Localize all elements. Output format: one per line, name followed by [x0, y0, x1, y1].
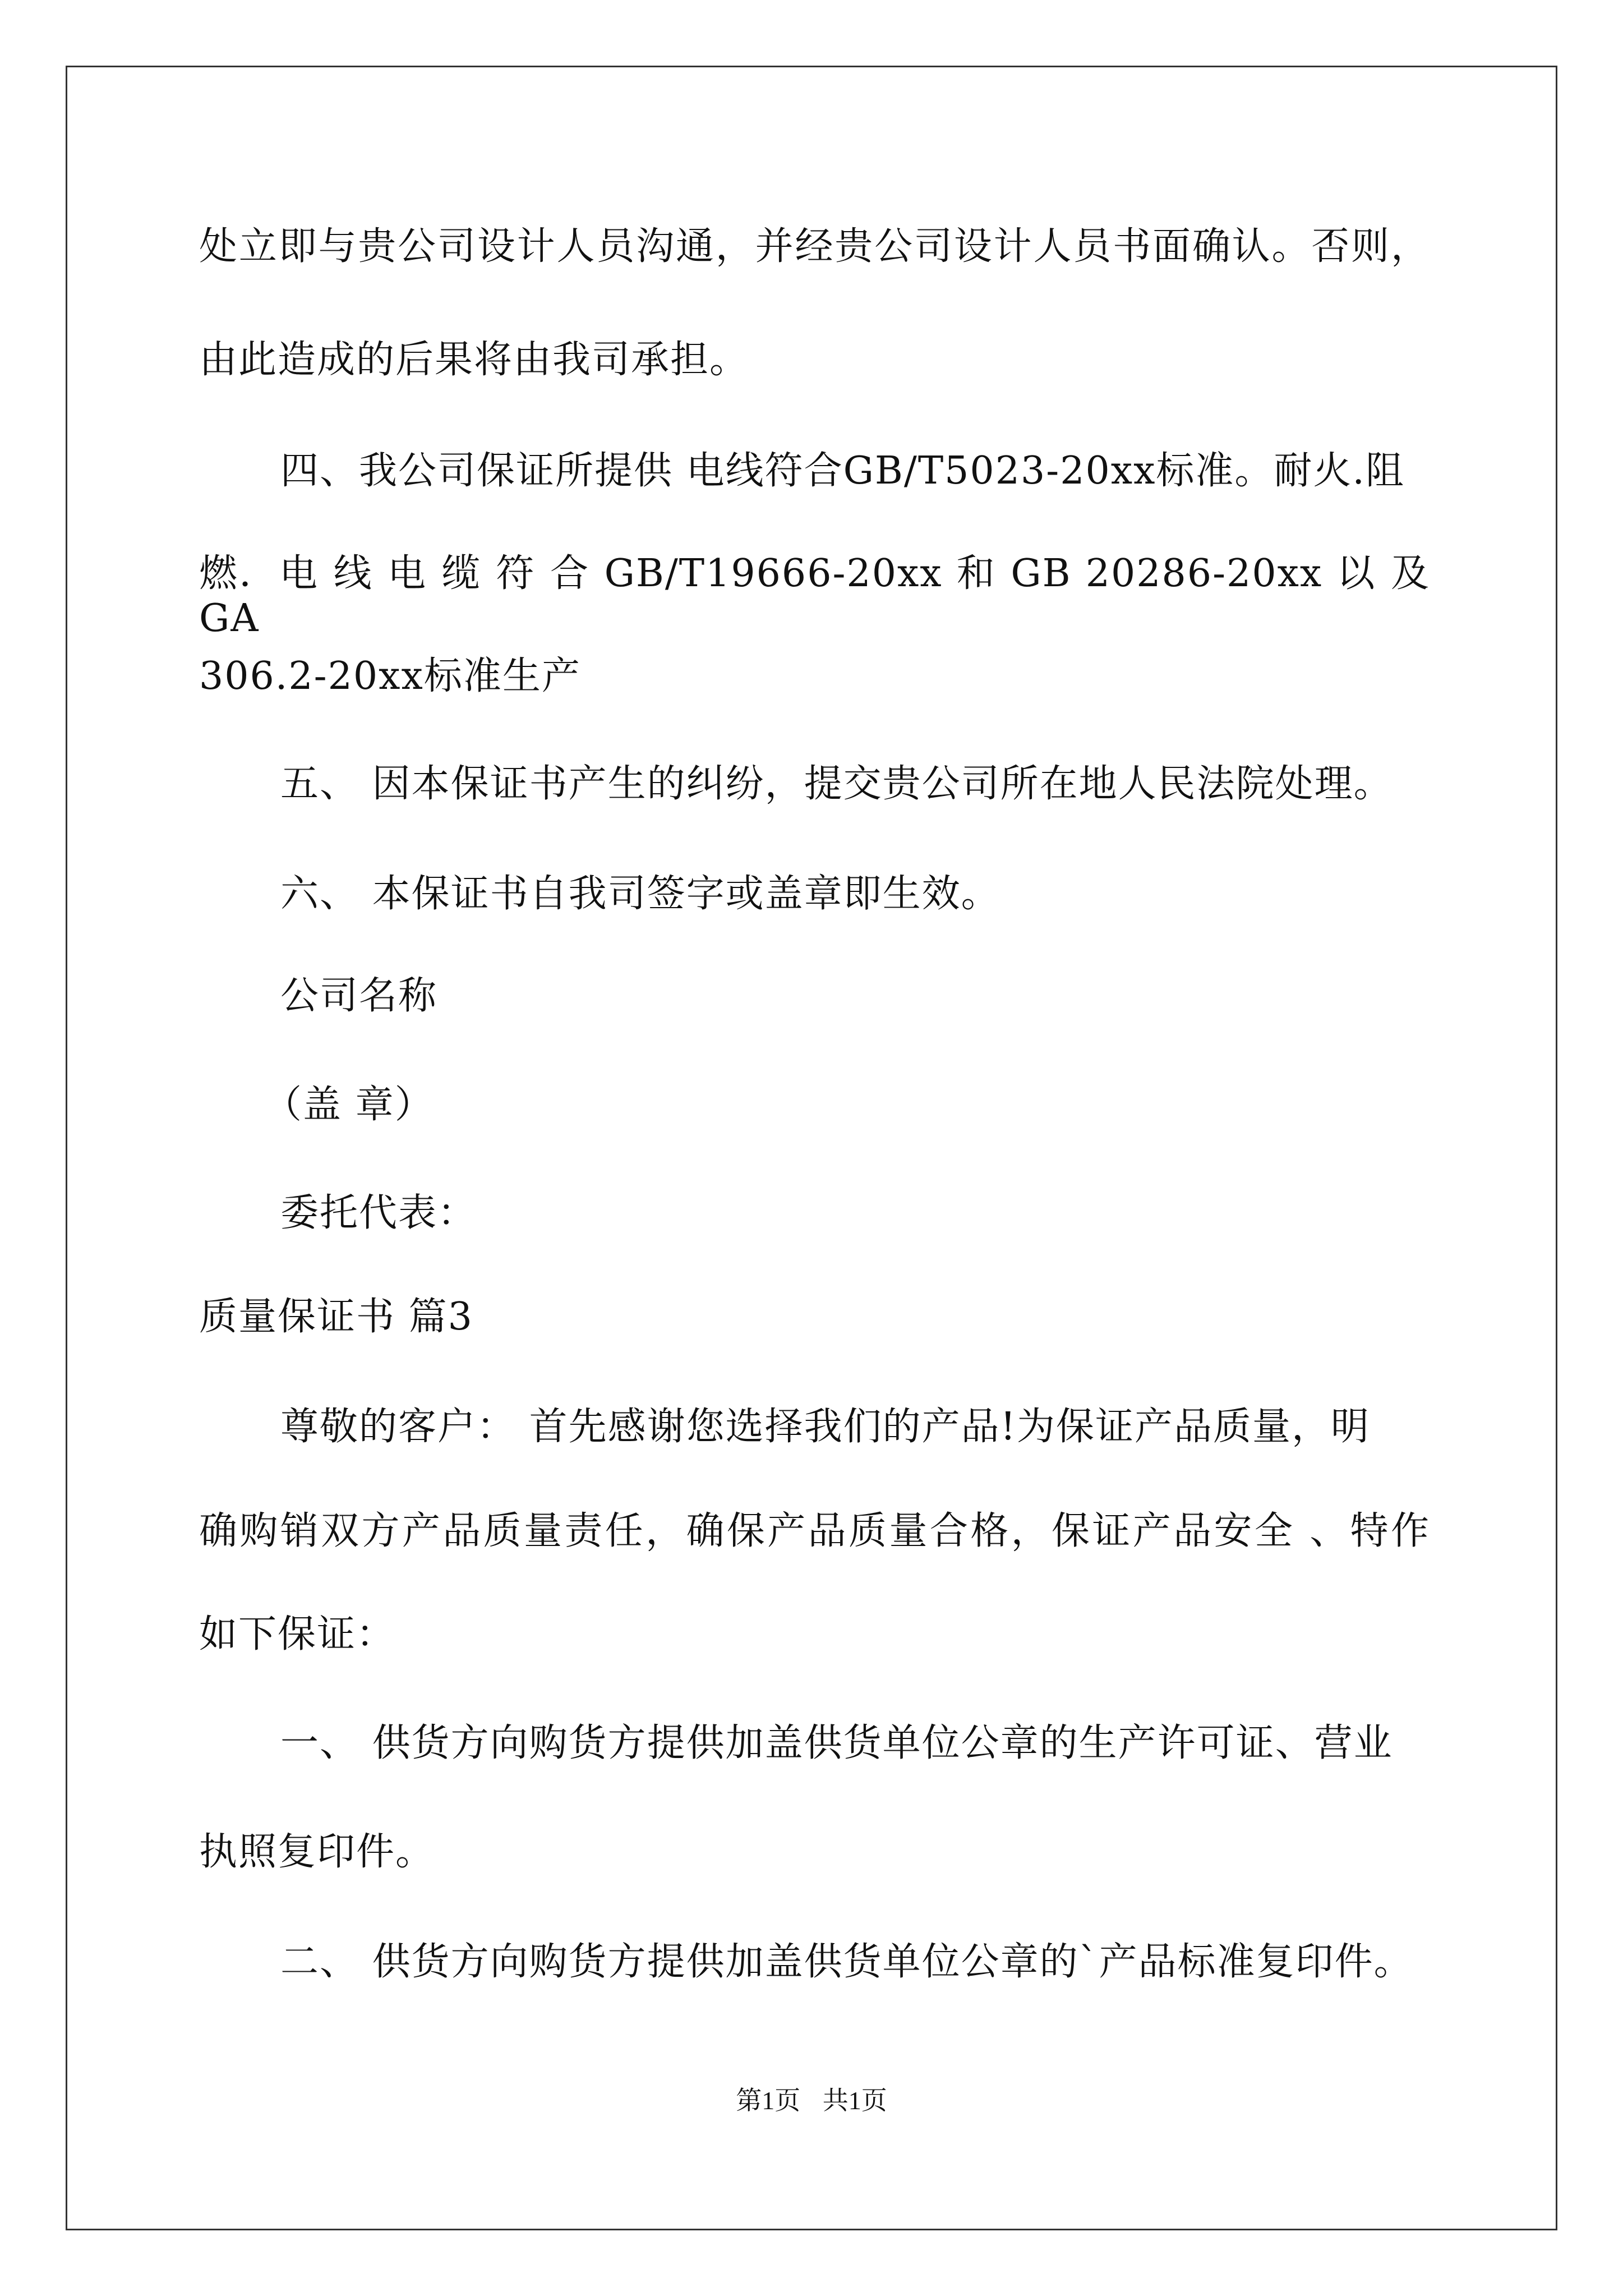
text-line-16: 执照复印件。	[199, 1830, 435, 1874]
text-line-12: 尊敬的客户： 首先感谢您选择我们的产品!为保证产品质量，明	[280, 1405, 1370, 1449]
text-line-8: 公司名称	[280, 974, 438, 1018]
page-number: 第1页	[736, 2086, 801, 2115]
text-line-3: 四、我公司保证所提供 电线符合GB/T5023-20xx标准。耐火.阻	[280, 449, 1405, 493]
text-line-17: 二、 供货方向购货方提供加盖供货单位公章的`产品标准复印件。	[280, 1940, 1413, 1984]
text-line-6: 五、 因本保证书产生的纠纷，提交贵公司所在地人民法院处理。	[280, 762, 1393, 806]
text-line-15: 一、 供货方向购货方提供加盖供货单位公章的生产许可证、营业	[280, 1721, 1393, 1765]
page-border	[66, 66, 1557, 2230]
text-line-5: 306.2-20xx标准生产	[199, 654, 581, 698]
page-total: 共1页	[822, 2086, 887, 2115]
text-line-4: 燃．电 线 电 缆 符 合 GB/T19666-20xx 和 GB 20286-20xx 以 及 GA	[199, 551, 1430, 641]
text-line-2: 由此造成的后果将由我司承担。	[199, 338, 749, 382]
text-line-10: 委托代表：	[280, 1191, 477, 1235]
section-heading: 质量保证书 篇3	[199, 1295, 473, 1339]
text-line-14: 如下保证：	[199, 1612, 396, 1657]
text-line-7: 六、 本保证书自我司签字或盖章即生效。	[280, 872, 1000, 916]
text-line-13: 确购销双方产品质量责任，确保产品质量合格，保证产品安全 、特作	[199, 1509, 1430, 1553]
page-footer	[0, 2085, 1623, 2116]
seal-note: （盖 章）	[264, 1083, 434, 1127]
text-line-1: 处立即与贵公司设计人员沟通，并经贵公司设计人员书面确认。否则，	[199, 224, 1430, 269]
